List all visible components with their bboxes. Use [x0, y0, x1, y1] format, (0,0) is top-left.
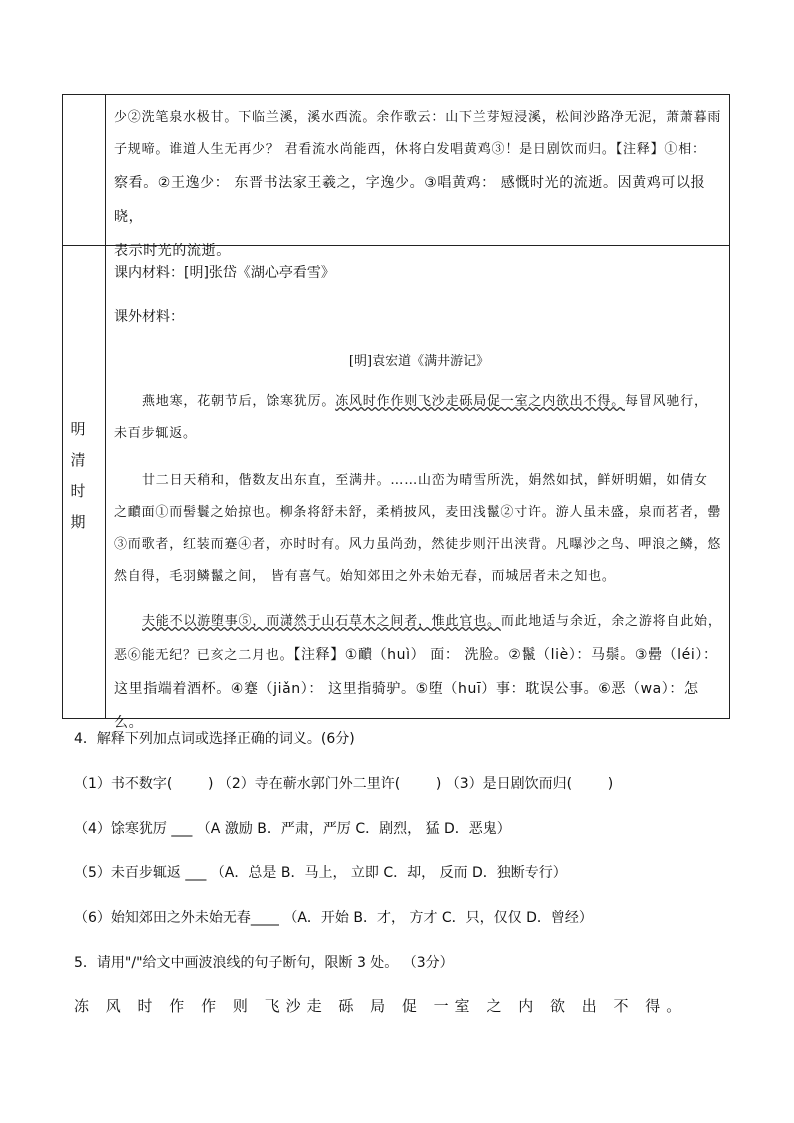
top-cell-line-3: 察看。②王逸少： 东晋书法家王羲之，字逸少。③唱黄鸡： 感慨时光的流逝。因黄鸡可以报晓，: [114, 175, 706, 225]
notes-line-1: 【注释】①靧（huì） 面： 洗脸。②鬣（liè）：马鬃。③罍（léi）：: [293, 647, 718, 663]
question-5-sentence: 冻 风 时 作 作 则 飞沙走 砾 局 促 一室 之 内 欲 出 不 得。: [74, 997, 688, 1015]
passage-paragraph-3: [114, 606, 724, 740]
table-top-border: [62, 94, 730, 95]
out-class-material: 课外材料：: [114, 309, 184, 325]
p2-line-1: 廿二日天稍和，偕数友出东直，至满井。……山峦为晴雪所洗，娟然如拭，鲜妍明媚，如倩女: [142, 473, 708, 488]
passage-paragraph-1: [114, 386, 724, 450]
question-4-items-1-3: （1）书不数字( ) （2）寺在蕲水郭门外二里许( ) （3）是日剧饮而归( ): [74, 776, 614, 792]
wavy-sentence-2: 夫能不以游堕事⑤，而潇然于山石草木之间者，惟此官也。: [142, 614, 501, 629]
section-label-char: 明: [70, 420, 86, 438]
table-divider: [105, 94, 106, 719]
wavy-sentence-1: 冻风时作作则飞沙走砾局促一室之内欲出不得。: [335, 394, 626, 409]
passage-title: [明]袁宏道《满井游记》: [348, 354, 490, 369]
question-4-item-4: （4）馀寒犹厉 ___ （A 激励 B．严肃，严厉 C．剧烈， 猛 D．恶鬼）: [74, 821, 511, 837]
notes-line-2: 这里指端着酒杯。④蹇（jiǎn）： 这里指骑驴。⑤堕（huī）事：耽误公事。⑥恶（wa）：怎么。: [114, 681, 699, 731]
section-label-char: 清: [70, 451, 86, 469]
question-4-item-5: （5）未百步辄返 ___ （A．总是 B．马上， 立即 C．却， 反而 D．独断专行）: [74, 865, 567, 881]
p1-text-b: 每冒风驰行，: [625, 394, 708, 409]
p2-line-4: 然自得，毛羽鳞鬣之间， 皆有喜气。始知郊田之外未始无春，而城居者未之知也。: [114, 569, 616, 584]
table-right-border: [729, 94, 730, 719]
question-4-heading: 4．解释下列加点词或选择正确的词义。(6分): [74, 731, 355, 747]
top-cell-line-1: 少②洗笔泉水极甘。下临兰溪，溪水西流。余作歌云：山下兰芽短浸溪，松间沙路净无泥，萧萧暮雨: [114, 110, 722, 125]
p3-text-l2a: 恶⑥能无纪？已亥之二月也。: [114, 648, 294, 663]
question-4-item-6: （6）始知郊田之外未始无春____ （A．开始 B．才， 方才 C．只，仅仅 D．曾经）: [74, 910, 593, 926]
top-cell-text: [114, 102, 724, 268]
p1-text-a: 燕地寒，花朝节后，馀寒犹厉。: [142, 394, 336, 409]
in-class-material: 课内材料：[明]张岱《湖心亭看雪》: [114, 265, 335, 281]
section-label-char: 时: [70, 482, 86, 500]
section-label-char: 期: [70, 513, 86, 531]
top-cell-line-2: 子规啼。谁道人生无再少？ 君看流水尚能西，休将白发唱黄鸡③！是日剧饮而归。【注释】①相：: [114, 142, 706, 157]
p1-text-c: 未百步辄返。: [114, 426, 197, 441]
question-5-heading: 5．请用"/"给文中画波浪线的句子断句，限断 3 处。 （3分）: [74, 955, 454, 971]
p2-line-3: ③而歌者，红装而蹇④者，亦时时有。风力虽尚劲，然徒步则汗出浃背。凡曝沙之鸟、呷浪之鳞，悠: [114, 537, 722, 552]
p3-text-b: 而此地适与余近，余之游将自此始，: [500, 614, 722, 629]
p2-line-2: 之靧面①而髻鬟之始掠也。柳条将舒未舒，柔梢披风，麦田浅鬣②寸许。游人虽未盛，泉而茗者，罍: [114, 505, 722, 520]
passage-paragraph-2: [114, 465, 724, 593]
section-label: [70, 414, 86, 538]
top-cell-line-4: 表示时光的流逝。: [114, 243, 231, 259]
table-left-border: [62, 94, 63, 719]
